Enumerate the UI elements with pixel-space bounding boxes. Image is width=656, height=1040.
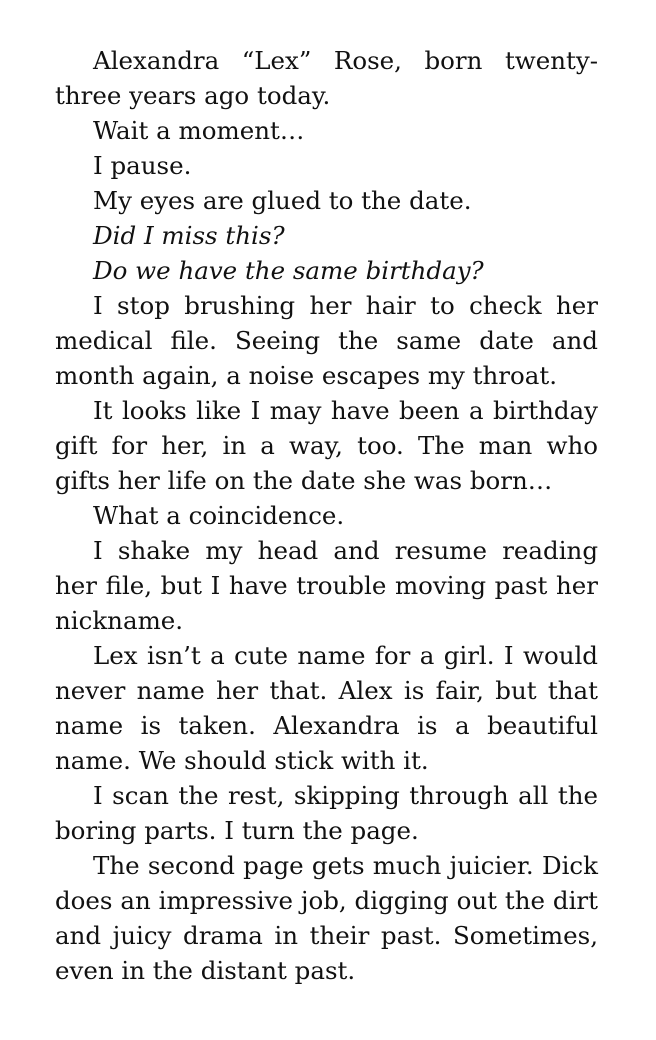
paragraph-7: I stop brushing her hair to check her medical file. Seeing the same date and month again, a noise escapes my throat.: [55, 291, 598, 390]
paragraph-11: Lex isn’t a cute name for a girl. I would never name her that. Alex is fair, but that name is taken. Alexandra is a beautiful name. We should stick with it.: [55, 641, 598, 775]
paragraph-3: I pause.: [93, 151, 192, 180]
paragraph-6-italic: Do we have the same birthday?: [93, 256, 484, 285]
paragraph-5-italic: Did I miss this?: [93, 221, 285, 250]
paragraph-12: I scan the rest, skipping through all the boring parts. I turn the page.: [55, 781, 598, 845]
paragraph-4: My eyes are glued to the date.: [93, 186, 472, 215]
paragraph-10: I shake my head and resume reading her file, but I have trouble moving past her nickname.: [55, 536, 598, 635]
paragraph-9: What a coincidence.: [93, 501, 345, 530]
paragraph-2: Wait a moment…: [93, 116, 305, 145]
paragraph-1: Alexandra “Lex” Rose, born twenty-three years ago today.: [55, 46, 598, 110]
paragraph-13: The second page gets much juicier. Dick does an impressive job, digging out the dirt and juicy drama in their past. Sometimes, even in the distant past.: [55, 851, 598, 985]
paragraph-8: It looks like I may have been a birthday gift for her, in a way, too. The man who gifts her life on the date she was born…: [55, 396, 598, 495]
